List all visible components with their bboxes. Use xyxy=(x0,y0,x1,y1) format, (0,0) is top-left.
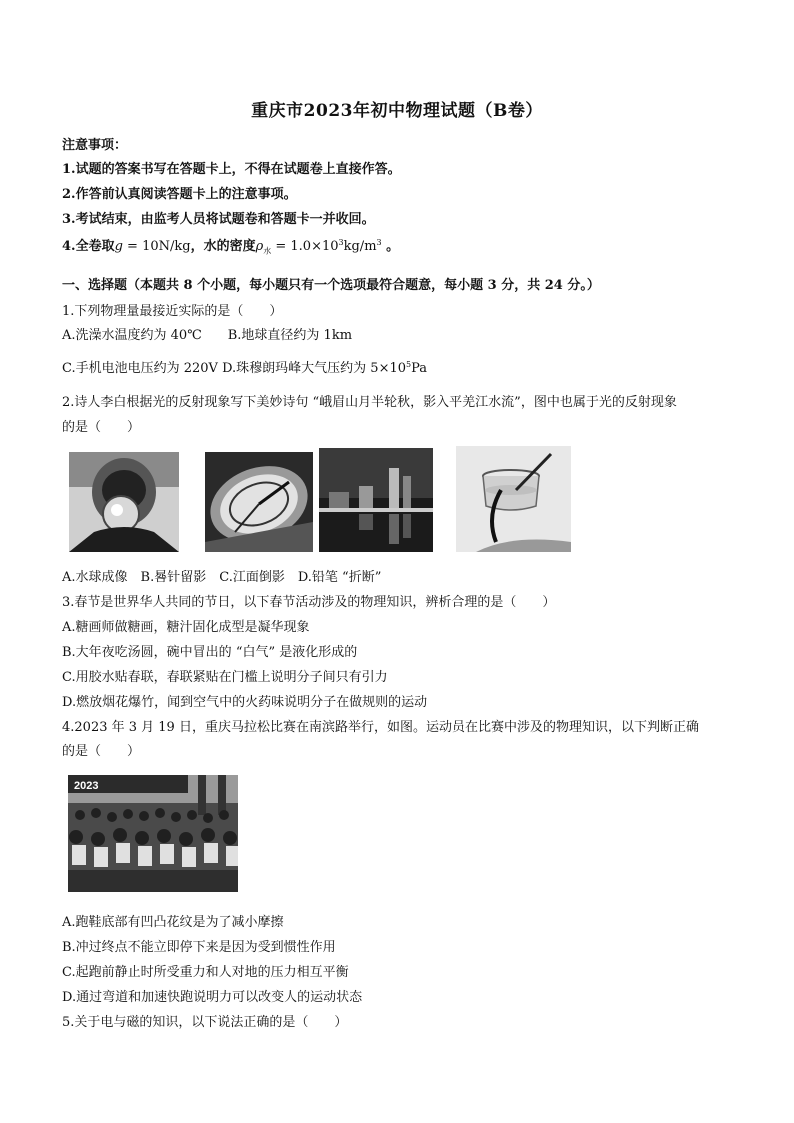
gravity-value: = 10N/kg xyxy=(122,239,191,254)
gravity-symbol: g xyxy=(114,239,123,254)
question-1-exponent: 5 xyxy=(406,360,412,369)
density-subscript: 水 xyxy=(263,246,272,256)
question-3-option-d: D.燃放烟花爆竹，闻到空气中的火药味说明分子在做规则的运动 xyxy=(62,695,428,710)
density-value: = 1.0×10 xyxy=(271,239,339,254)
question-4-option-d: D.通过弯道和加速快跑说明力可以改变人的运动状态 xyxy=(62,990,363,1005)
question-3-option-a: A.糖画师做糖画，糖汁固化成型是凝华现象 xyxy=(62,620,310,635)
note-item-4-end: 。 xyxy=(381,239,400,254)
note-item-1: 1.试题的答案书写在答题卡上，不得在试题卷上直接作答。 xyxy=(62,162,401,177)
question-5-stem: 5.关于电与磁的知识，以下说法正确的是（ ） xyxy=(62,1015,348,1030)
question-4-stem-line1: 4.2023 年 3 月 19 日，重庆马拉松比赛在南滨路举行，如图。运动员在比赛中涉及的物理知识，以下判断正确 xyxy=(62,720,699,735)
question-2-stem-line1: 2.诗人李白根据光的反射现象写下美妙诗句 “峨眉山月半轮秋，影入平羌江水流”，图中也属于光的反射现象 xyxy=(62,395,677,410)
question-4-option-a: A.跑鞋底部有凹凸花纹是为了减小摩擦 xyxy=(62,915,284,930)
question-1-stem: 1.下列物理量最接近实际的是（ ） xyxy=(62,304,283,319)
note-item-4-mid: ，水的密度 xyxy=(190,239,256,254)
question-1-options-ab: A.洗澡水温度约为 40℃ B.地球直径约为 1km xyxy=(62,328,353,343)
question-3-option-b: B.大年夜吃汤圆，碗中冒出的 “白气” 是液化形成的 xyxy=(62,645,358,660)
section-heading: 一、选择题（本题共 8 个小题，每小题只有一个选项最符合题意，每小题 3 分，共 24 分。） xyxy=(62,278,600,293)
density-unit: kg/m xyxy=(343,239,377,254)
notes-heading: 注意事项： xyxy=(62,138,128,153)
note-item-3: 3.考试结束，由监考人员将试题卷和答题卡一并收回。 xyxy=(62,212,375,227)
river-reflection-photo xyxy=(319,448,433,552)
question-3-option-c: C.用胶水贴春联，春联紧贴在门槛上说明分子间只有引力 xyxy=(62,670,388,685)
note-item-2: 2.作答前认真阅读答题卡上的注意事项。 xyxy=(62,187,297,202)
marathon-banner-text: 2023 xyxy=(74,780,99,792)
question-3-stem: 3.春节是世界华人共同的节日，以下春节活动涉及的物理知识，辨析合理的是（ ） xyxy=(62,595,556,610)
question-1-unit: Pa xyxy=(411,361,428,376)
pencil-glass-photo xyxy=(456,446,571,552)
density-symbol: ρ xyxy=(255,239,264,254)
question-4-option-c: C.起跑前静止时所受重力和人对地的压力相互平衡 xyxy=(62,965,349,980)
sundial-photo xyxy=(205,452,313,552)
density-exponent: 3 xyxy=(338,238,344,247)
density-unit-exponent: 3 xyxy=(376,238,382,247)
question-2-stem-line2: 的是（ ） xyxy=(62,420,141,435)
question-1-options-cd xyxy=(62,357,427,376)
question-1-options-cd-text: C.手机电池电压约为 220V D.珠穆朗玛峰大气压约为 5×10 xyxy=(62,361,407,376)
question-4-option-b: B.冲过终点不能立即停下来是因为受到惯性作用 xyxy=(62,940,336,955)
note-item-4 xyxy=(62,235,399,257)
water-ball-photo xyxy=(69,452,179,552)
note-item-4-prefix: 4.全卷取 xyxy=(62,239,115,254)
question-4-stem-line2: 的是（ ） xyxy=(62,744,141,759)
page-title: 重庆市2023年初中物理试题（B卷） xyxy=(251,101,543,121)
marathon-photo xyxy=(68,775,238,892)
question-2-options: A.水球成像 B.晷针留影 C.江面倒影 D.铅笔 “折断” xyxy=(62,570,382,585)
